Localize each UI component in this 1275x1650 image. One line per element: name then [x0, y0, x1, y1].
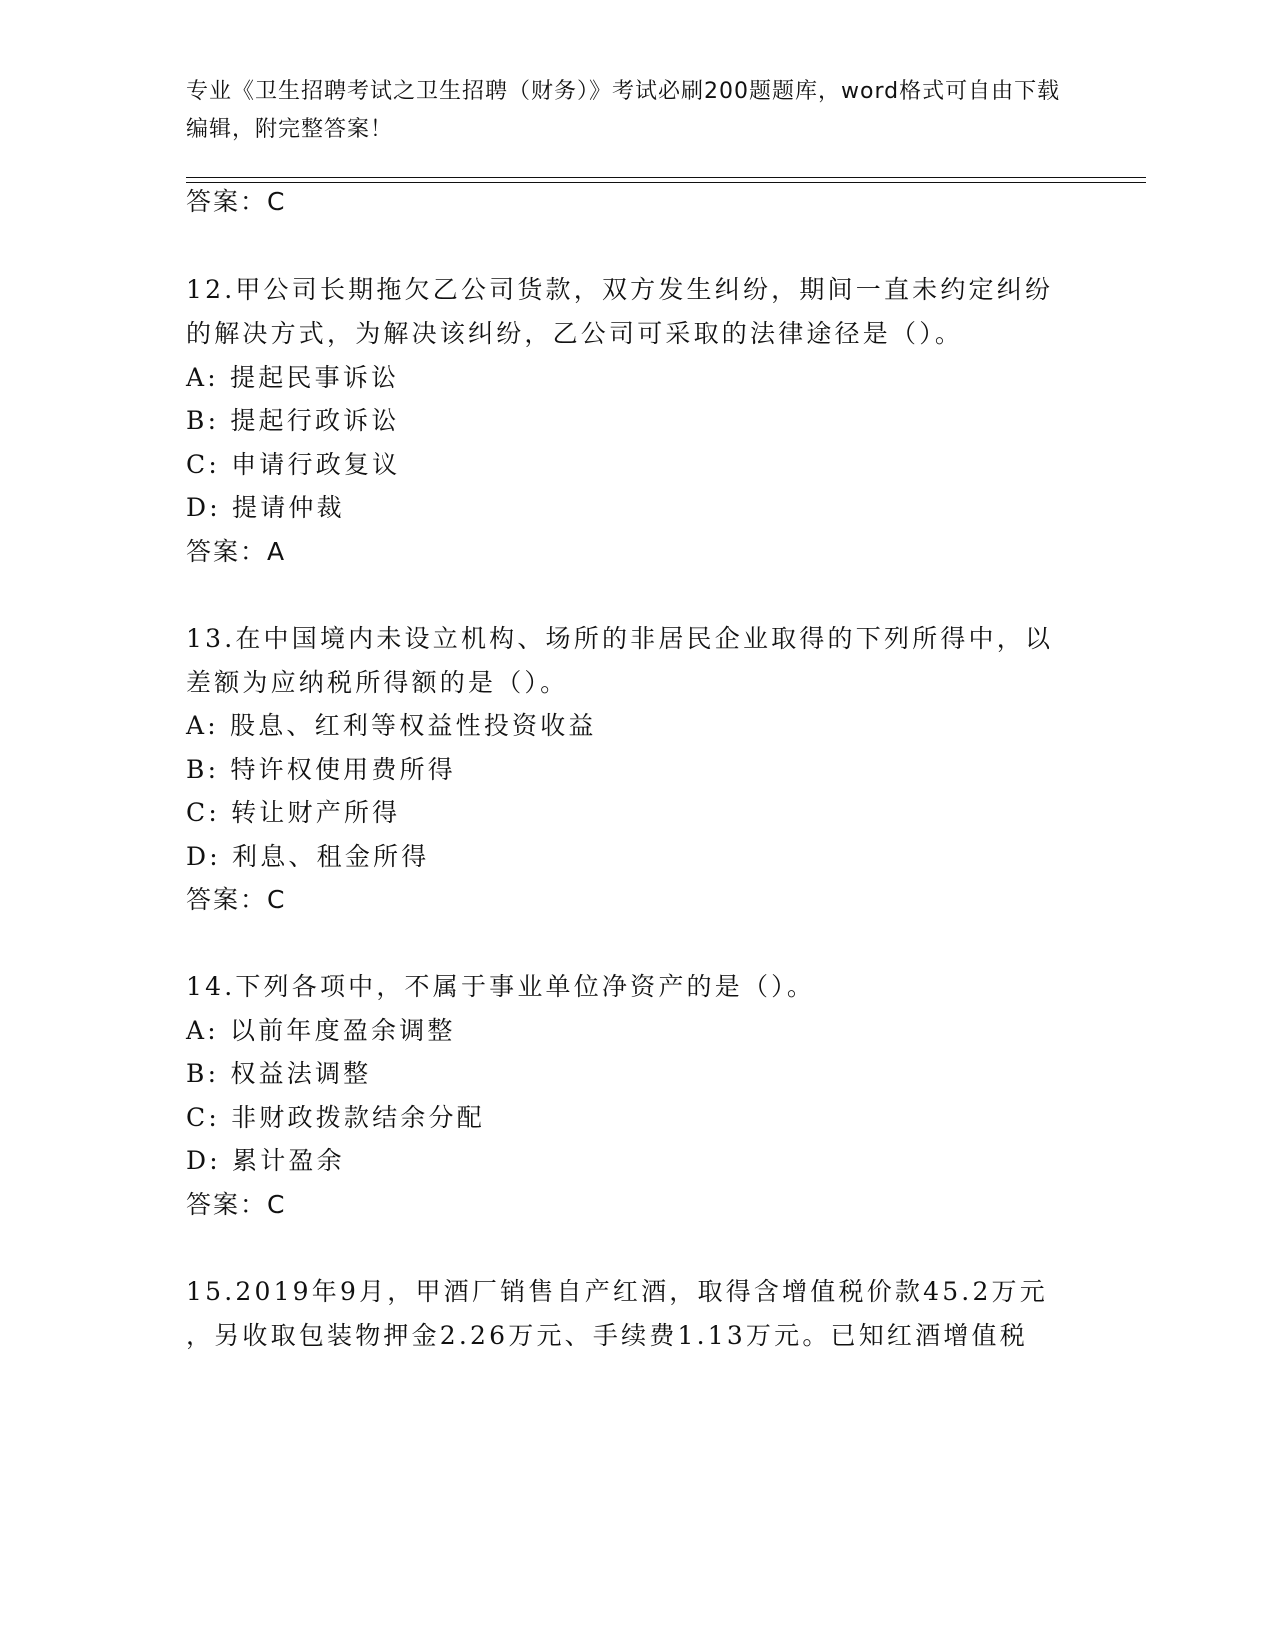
question-15-stem-line-2: ，另收取包装物押金2.26万元、手续费1.13万元。已知红酒增值税: [186, 1321, 1028, 1350]
question-13-stem-line-1: 13.在中国境内未设立机构、场所的非居民企业取得的下列所得中，以: [186, 624, 1054, 653]
document-header: 专业《卫生招聘考试之卫生招聘（财务）》考试必刷200题题库，word格式可自由下载编辑，附完整答案！: [186, 79, 1061, 142]
previous-answer: 答案：C: [186, 187, 287, 216]
question-13-option-b: B: 特许权使用费所得: [186, 755, 456, 784]
question-13-option-d: D: 利息、租金所得: [186, 842, 430, 871]
question-14-answer: 答案：C: [186, 1190, 287, 1219]
question-13-option-c: C: 转让财产所得: [186, 798, 401, 827]
question-14-option-d: D: 累计盈余: [186, 1146, 345, 1175]
header-divider-bottom: [186, 182, 1146, 183]
question-12-option-a: A: 提起民事诉讼: [186, 363, 400, 392]
question-14-stem-line-1: 14.下列各项中，不属于事业单位净资产的是（）。: [186, 972, 816, 1001]
question-13-option-a: A: 股息、红利等权益性投资收益: [186, 711, 597, 740]
question-12-option-c: C: 申请行政复议: [186, 450, 401, 479]
question-12-option-d: D: 提请仲裁: [186, 493, 345, 522]
question-13-stem-line-2: 差额为应纳税所得额的是（）。: [186, 668, 569, 697]
question-14-option-a: A: 以前年度盈余调整: [186, 1016, 456, 1045]
question-13-answer: 答案：C: [186, 885, 287, 914]
question-12-option-b: B: 提起行政诉讼: [186, 406, 400, 435]
question-14-option-c: C: 非财政拨款结余分配: [186, 1103, 485, 1132]
question-12-stem-line-2: 的解决方式，为解决该纠纷，乙公司可采取的法律途径是（）。: [186, 319, 964, 348]
question-14-option-b: B: 权益法调整: [186, 1059, 372, 1088]
header-divider-top: [186, 177, 1146, 178]
question-15-stem-line-1: 15.2019年9月，甲酒厂销售自产红酒，取得含增值税价款45.2万元: [186, 1277, 1048, 1306]
question-12-stem-line-1: 12.甲公司长期拖欠乙公司货款，双方发生纠纷，期间一直未约定纠纷: [186, 275, 1054, 304]
question-12-answer: 答案：A: [186, 537, 287, 566]
